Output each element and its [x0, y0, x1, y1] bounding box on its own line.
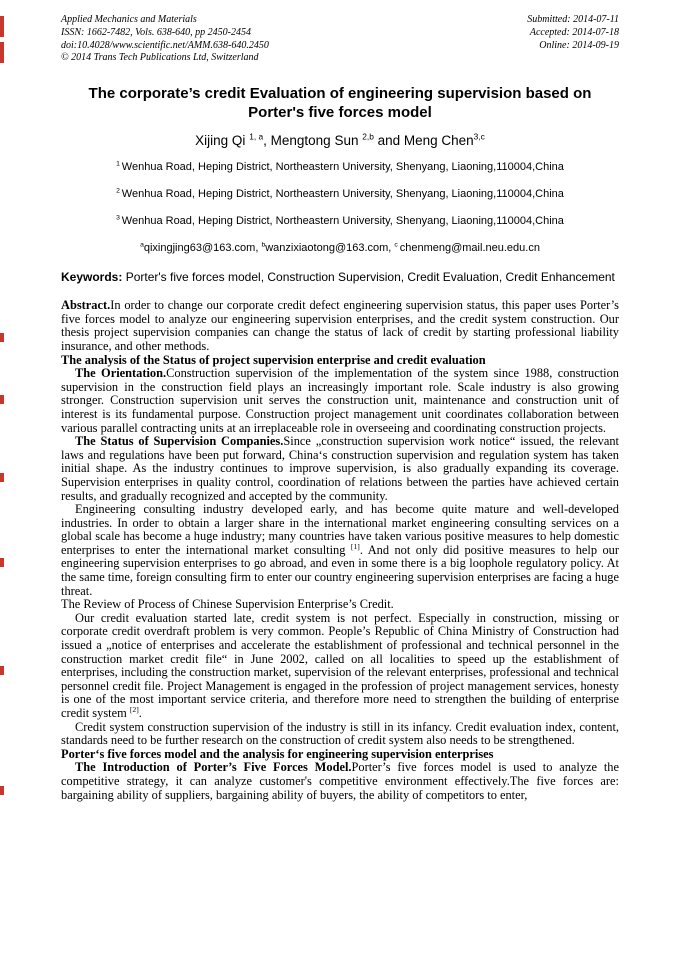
section-heading-porter-model: Porter‘s five forces model and the analysis for engineering supervision enterprises: [61, 746, 494, 761]
journal-name: Applied Mechanics and Materials: [61, 14, 197, 25]
journal-issn-line: ISSN: 1662-7482, Vols. 638-640, pp 2450-2454: [61, 26, 251, 38]
journal-info: [61, 14, 269, 65]
edge-mark: [0, 16, 4, 37]
journal-doi-line: doi:10.4028/www.scientific.net/AMM.638-640.2450: [61, 39, 269, 51]
submission-dates: [527, 14, 619, 65]
engineering-consulting-paragraph: Engineering consulting industry developed early, and has become quite mature and well-developed industries. In order to obtain a larger share in the international market engineering consulting services on a global scale has become a huge industry; many countries have taken various positive measures to help domestic enterprises to enter the international market consulting [1]. And not only did positive measures to help our engineering supervision enterprises to go abroad, and even in some there is a big loophole regulatory policy. At the same time, foreign consulting firm to enter our country engineering supervision enterprises are facing a huge threat.: [61, 502, 619, 598]
edge-mark: [0, 786, 4, 795]
affiliation-2: $^2$ Wenhua Road, Heping District, Northeastern University, Shenyang, Liaoning,110004,China: [116, 187, 564, 201]
keywords-line: Keywords: Porter's five forces model, Construction Supervision, Credit Evaluation, Credit Enhancement: [61, 270, 615, 285]
journal-copyright-line: © 2014 Trans Tech Publications Ltd, Switzerland: [61, 52, 259, 64]
porter-introduction-paragraph: The Introduction of Porter’s Five Forces Model.Porter’s five forces model is used to analyze the competitive strategy, it can analyze customer's competitive environment effectively.The five forces are: bargaining ability of suppliers, bargaining ability of buyers, the ability of competitors to enter,: [61, 760, 619, 802]
paper-title: The corporate’s credit Evaluation of engineering supervision based on Porter's five forces model: [88, 85, 592, 122]
online-date: Online: 2014-09-19: [539, 39, 619, 51]
credit-infancy-paragraph: Credit system construction supervision of the industry is still in its infancy. Credit evaluation index, content, standards need to be further research on the construction of credit system also needs to be strengthened.: [61, 719, 619, 748]
status-companies-paragraph: The Status of Supervision Companies.Since „construction supervision work notice“ issued, the relevant laws and regulations have been put forward, China‘s construction supervision and regulation system has taken initial shape. As the industry continues to improve supervision, is also gradually expanding its coverage. Supervision enterprises in quality control, coordination of relations between the parties have achieved certain results, and gradually recognized and accepted by the community.: [61, 434, 619, 503]
journal-header: [61, 14, 619, 65]
edge-mark: [0, 558, 4, 567]
abstract-paragraph: Abstract.In order to change our corporate credit defect engineering supervision status, this paper uses Porter’s five forces model to analyze our engineering supervision enterprises, and the credit system construction. Our thesis project supervision companies can change the status of lack of credit by starting professional liability insurance, and other methods.: [61, 298, 619, 353]
section-heading-status-analysis: The analysis of the Status of project supervision enterprise and credit evaluation: [61, 352, 486, 367]
authors-line: Xijing Qi $^{1, a}$, Mengtong Sun $^{2,b}$ and Meng Chen$^{3,c}$: [195, 131, 485, 149]
edge-mark: [0, 42, 4, 63]
affiliation-3: $^3$ Wenhua Road, Heping District, Northeastern University, Shenyang, Liaoning,110004,China: [116, 214, 564, 228]
orientation-paragraph: The Orientation.Construction supervision of the implementation of the system since 1988, construction supervision in the construction field plays an increasingly important role. Scale industry is also growing stronger. Construction supervision unit serves the construction unit, maintenance and construction unit of interest is its fundamental purpose. Construction project management unit coordinates collaboration between various parallel contracting units at an irreplaceable role in overseeing and coordinating construction projects.: [61, 366, 619, 435]
affiliation-1: $^1$ Wenhua Road, Heping District, Northeastern University, Shenyang, Liaoning,110004,China: [116, 160, 564, 174]
submitted-date: Submitted: 2014-07-11: [527, 14, 619, 25]
edge-mark: [0, 333, 4, 342]
edge-mark: [0, 473, 4, 482]
accepted-date: Accepted: 2014-07-18: [529, 26, 619, 38]
edge-mark: [0, 395, 4, 404]
credit-evaluation-paragraph: Our credit evaluation started late, credit system is not perfect. Especially in construction, missing or corporate credit overdraft problem is very common. People’s Republic of China Ministry of Construction had issued a „notice of enterprises and accelerate the establishment of professional and technical personnel in the construction market credit file“ in June 2002, called on all localities to speed up the establishment of enterprises, including the construction market, supervision of the relevant enterprises, professional and technical personnel credit file. Project Management is engaged in the profession of project management services, honesty is one of the most important service criteria, and therefore more need to strengthen the building of enterprise credit system [2].: [61, 610, 619, 720]
credit-review-line: The Review of Process of Chinese Supervision Enterprise’s Credit.: [61, 597, 394, 612]
edge-mark: [0, 666, 4, 675]
author-emails: $^a$qixingjing63@163.com, $^b$wanzixiaotong@163.com, $^c$ chenmeng@mail.neu.edu.cn: [140, 241, 540, 255]
